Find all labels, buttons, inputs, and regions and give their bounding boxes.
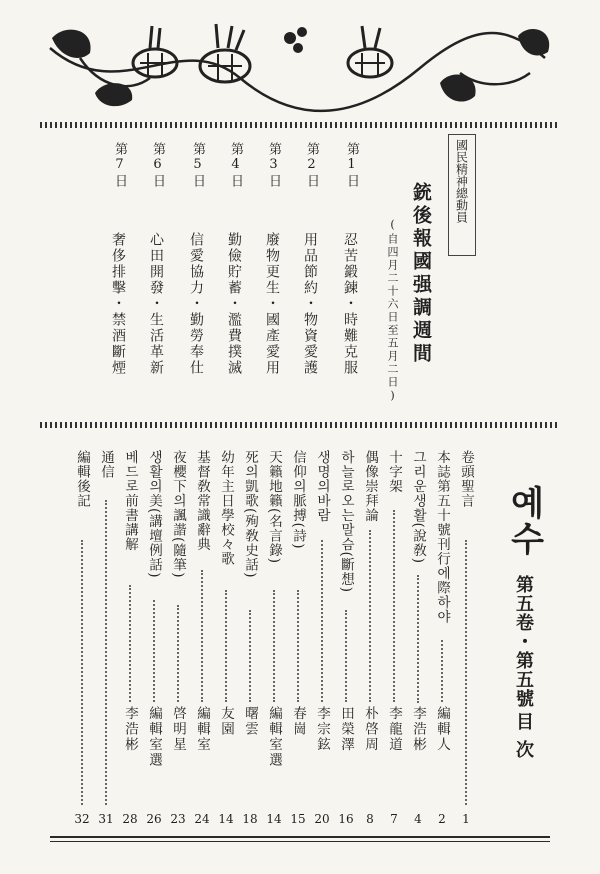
toc-entry-page: 8 [366, 812, 374, 826]
toc-entry-title: 幼年主日學校々歌 [218, 450, 234, 566]
toc-entry-page: 4 [414, 812, 422, 826]
floral-header-ornament [40, 18, 560, 118]
toc-leader [417, 575, 420, 703]
day-label: 第3日 [266, 142, 281, 189]
footer-rule [50, 836, 550, 838]
toc-leader [177, 605, 180, 702]
toc-entry-author: 李宗鉉 [314, 706, 330, 753]
toc-entry-title: 偶像崇拜論 [362, 450, 378, 523]
magazine-title: 예수 [504, 485, 544, 557]
campaign-title: 銃後報國强調週間 [410, 182, 432, 366]
toc-entry-title: 通信 [98, 450, 114, 479]
toc-entry-author: 啓明星 [170, 706, 186, 753]
day-theme: 忍苦鍛鍊・時難克服 [342, 232, 358, 376]
toc-entry-page: 28 [122, 812, 138, 826]
toc-entry-title: 생활의美(講壇例話) [146, 450, 162, 579]
toc-entry-author: 曙雲 [242, 706, 258, 737]
toc-leader [105, 500, 108, 805]
toc-entry-page: 16 [338, 812, 354, 826]
toc-entry-title: 夜櫻下의諷諧(隨筆) [170, 450, 186, 579]
toc-entry-title: 信仰의脈搏(詩) [290, 450, 306, 550]
toc-entry-page: 18 [242, 812, 258, 826]
toc-entry-page: 31 [98, 812, 114, 826]
footer-rule [50, 841, 550, 842]
toc-entry-author: 友園 [218, 706, 234, 737]
day-theme: 信愛協力・勤勞奉仕 [188, 232, 204, 376]
toc-leader [345, 610, 348, 702]
toc-entry-title: 死의凱歌(殉敎史話) [242, 450, 258, 579]
campaign-period-text: 自四月二十六日至五月二日 [386, 233, 399, 389]
toc-entry-page: 7 [390, 812, 398, 826]
toc-leader [321, 540, 324, 702]
toc-entry-author: 田榮澤 [338, 706, 354, 753]
toc-heading: 目次 [513, 712, 534, 768]
toc-leader [249, 610, 252, 702]
toc-leader [225, 590, 228, 702]
day-theme: 廢物更生・國產愛用 [264, 232, 280, 376]
toc-entry-title: 하늘로오는말슴(斷想) [338, 450, 354, 594]
toc-entry-author: 李龍道 [386, 706, 402, 753]
toc-entry-title: 十字架 [386, 450, 402, 494]
issue-number: 第五卷・第五號 [513, 575, 534, 708]
campaign-org-box [448, 134, 476, 256]
toc-leader [297, 590, 300, 702]
day-theme: 奢侈排擊・禁酒斷煙 [110, 232, 126, 376]
toc-leader [201, 570, 204, 702]
day-label: 第4日 [228, 142, 243, 189]
toc-entry-page: 14 [266, 812, 282, 826]
toc-entry-author: 編輯室選 [266, 706, 282, 768]
header-dotted-rule [40, 122, 560, 128]
toc-leader [441, 640, 444, 702]
toc-leader [393, 510, 396, 702]
toc-entry-title: 基督敎常識辭典 [194, 450, 210, 552]
toc-entry-page: 2 [438, 812, 446, 826]
day-theme: 勤儉貯蓄・濫費撲滅 [226, 232, 242, 376]
day-theme: 用品節約・物資愛護 [302, 232, 318, 376]
toc-entry-author: 李浩彬 [410, 706, 426, 753]
toc-entry-author: 李浩彬 [122, 706, 138, 753]
day-label: 第2日 [304, 142, 319, 189]
toc-entry-author: 編輯人 [434, 706, 450, 753]
toc-entry-author: 春崗 [290, 706, 306, 737]
campaign-period: (自四月二十六日至五月二日) [386, 218, 399, 404]
day-label: 第1日 [344, 142, 359, 189]
toc-leader [81, 540, 84, 805]
toc-entry-page: 14 [218, 812, 234, 826]
toc-entry-page: 32 [74, 812, 90, 826]
toc-entry-title: 그리운생활(說敎) [410, 450, 426, 565]
day-theme: 心田開發・生活革新 [148, 232, 164, 376]
toc-entry-title: 本誌第五十號刊行에際하야 [434, 450, 450, 624]
toc-entry-page: 24 [194, 812, 210, 826]
toc-entry-page: 1 [462, 812, 470, 826]
campaign-org: 國民精神總動員 [454, 139, 469, 223]
toc-leader [153, 600, 156, 702]
middle-dotted-rule [40, 422, 560, 428]
toc-entry-page: 23 [170, 812, 186, 826]
toc-leader [465, 540, 468, 805]
toc-entry-page: 26 [146, 812, 162, 826]
day-label: 第5日 [190, 142, 205, 189]
toc-entry-title: 생명의바람 [314, 450, 330, 523]
toc-entry-author: 編輯室 [194, 706, 210, 753]
toc-entry-title: 天籟地籟(名言錄) [266, 450, 282, 565]
day-label: 第7日 [112, 142, 127, 189]
toc-leader [273, 590, 276, 702]
toc-entry-title: 編輯後記 [74, 450, 90, 508]
toc-entry-page: 20 [314, 812, 330, 826]
toc-leader [129, 585, 132, 702]
day-label: 第6日 [150, 142, 165, 189]
toc-entry-title: 베드로前書講解 [122, 450, 138, 552]
toc-entry-author: 編輯室選 [146, 706, 162, 768]
toc-leader [369, 530, 372, 702]
toc-entry-title: 卷頭聖言 [458, 450, 474, 508]
toc-entry-author: 朴啓周 [362, 706, 378, 753]
toc-entry-page: 15 [290, 812, 306, 826]
